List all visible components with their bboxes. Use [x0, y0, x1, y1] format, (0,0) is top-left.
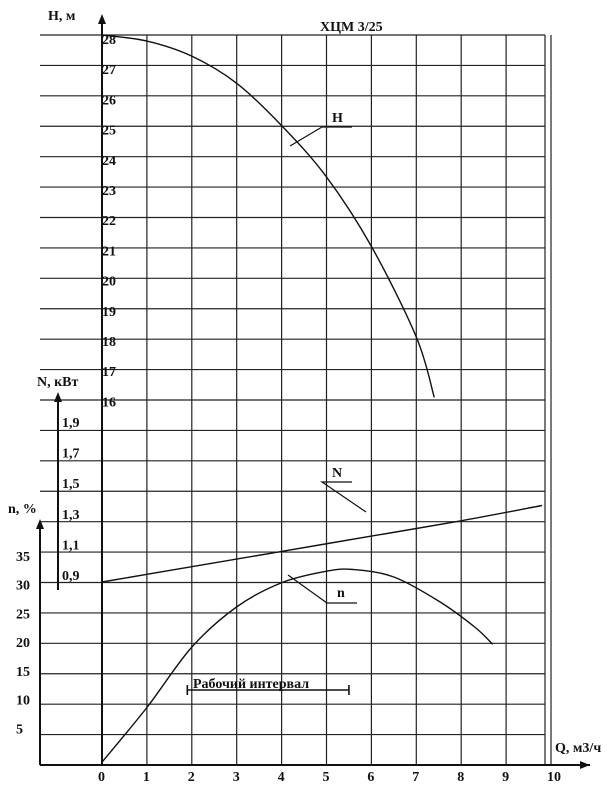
x-tick-label: 6 — [367, 770, 375, 785]
y-axis-head-label: Н, м — [48, 9, 76, 24]
series-line-Н — [102, 35, 434, 397]
y-head-tick-label: 24 — [102, 153, 116, 169]
series-leader-N — [322, 482, 366, 512]
series-line-n — [102, 569, 493, 762]
y-power-tick-label: 1,7 — [62, 446, 80, 462]
chart-grid — [40, 35, 551, 765]
series-leader-Н — [290, 127, 352, 146]
y-eff-tick-label: 25 — [16, 607, 30, 623]
y-eff-tick-label: 5 — [16, 722, 23, 738]
y-head-tick-label: 26 — [102, 93, 116, 109]
y-axis-eff-arrow — [36, 519, 44, 529]
y-head-tick-label: 20 — [102, 274, 116, 290]
y-axis-power-arrow — [54, 392, 62, 402]
working-interval-label: Рабочий интервал — [193, 677, 310, 692]
series-label-n: n — [337, 586, 345, 601]
y-eff-tick-label: 35 — [16, 549, 30, 565]
series-label-N: N — [332, 466, 343, 481]
chart-curves — [102, 35, 542, 762]
y-power-tick-label: 1,3 — [62, 507, 80, 523]
y-eff-tick-label: 10 — [16, 693, 30, 709]
x-tick-label: 1 — [142, 770, 150, 785]
x-tick-label: 9 — [502, 770, 510, 785]
x-axis-arrow — [580, 761, 590, 769]
y-power-tick-label: 1,9 — [62, 416, 80, 431]
x-axis-label: Q, м3/ч — [555, 741, 602, 756]
y-head-tick-label: 19 — [102, 304, 116, 320]
y-eff-tick-label: 20 — [16, 636, 30, 651]
x-tick-label: 8 — [457, 770, 465, 785]
y-axis-power-label: N, кВт — [37, 375, 79, 390]
y-head-tick-label: 17 — [102, 365, 116, 381]
x-tick-label: 2 — [187, 770, 195, 785]
y-head-tick-label: 16 — [102, 395, 116, 411]
x-tick-label: 5 — [322, 770, 330, 785]
tick-labels — [16, 33, 561, 785]
y-power-tick-label: 0,9 — [62, 569, 80, 584]
y-head-tick-label: 22 — [102, 214, 116, 230]
y-power-tick-label: 1,5 — [62, 477, 80, 493]
series-label-Н: Н — [332, 111, 343, 126]
y-head-tick-label: 25 — [102, 123, 116, 139]
y-power-tick-label: 1,1 — [62, 538, 80, 554]
y-axis-eff-label: n, % — [8, 502, 37, 517]
chart-title: ХЦМ 3/25 — [320, 20, 383, 35]
y-head-tick-label: 18 — [102, 335, 116, 350]
y-head-tick-label: 21 — [102, 244, 116, 260]
y-head-tick-label: 28 — [102, 33, 116, 48]
y-head-tick-label: 27 — [102, 63, 116, 79]
x-tick-label: 7 — [412, 770, 420, 785]
chart-axes — [36, 14, 590, 769]
x-tick-label: 3 — [232, 770, 240, 785]
y-eff-tick-label: 15 — [16, 664, 30, 680]
x-tick-label: 4 — [277, 770, 285, 785]
x-tick-label: 0 — [98, 770, 105, 785]
series-leader-n — [288, 575, 357, 603]
y-eff-tick-label: 30 — [16, 578, 30, 594]
series-line-N — [102, 506, 542, 583]
x-tick-label: 10 — [547, 770, 561, 785]
chart-annotations — [187, 111, 366, 695]
y-head-tick-label: 23 — [102, 184, 116, 199]
y-axis-head-arrow — [98, 14, 106, 24]
